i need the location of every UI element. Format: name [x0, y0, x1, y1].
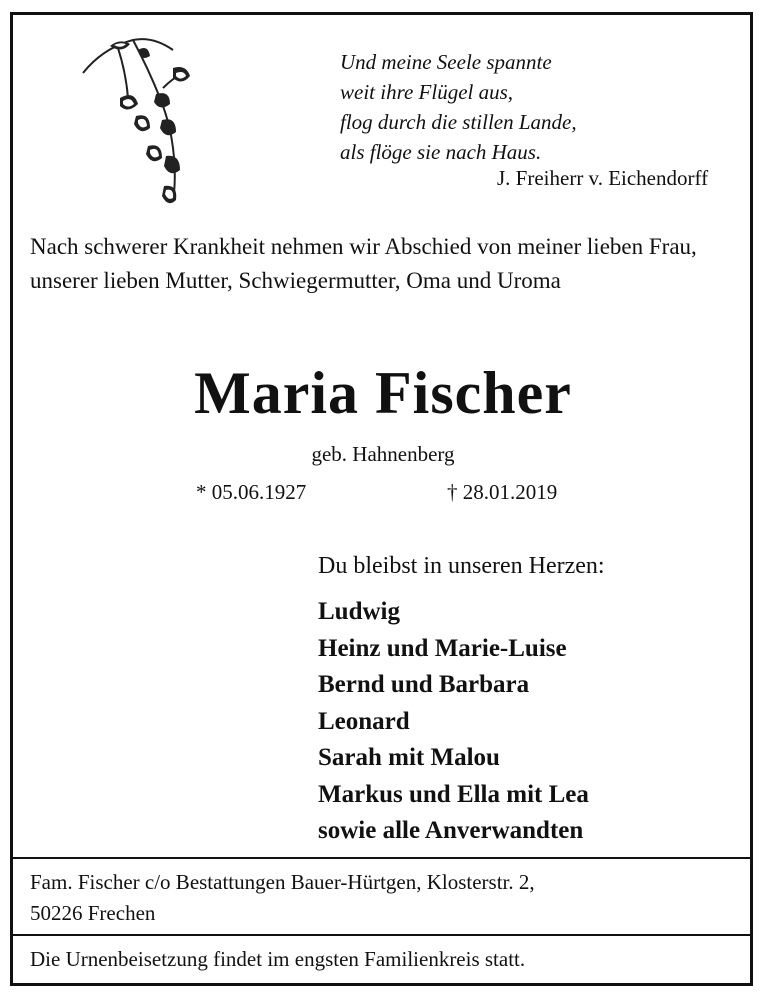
mourners-heading: Du bleibst in unseren Herzen: — [318, 553, 605, 579]
mourner-name: Sarah mit Malou — [318, 744, 500, 771]
mourner-name: Heinz und Marie-Luise — [318, 634, 567, 662]
mourners-list — [318, 594, 589, 850]
poem-line: weit ihre Flügel aus, — [340, 80, 514, 104]
divider — [13, 857, 751, 859]
poem-line: Und meine Seele spannte — [340, 50, 552, 74]
intro-text: Nach schwerer Krankheit nehmen wir Abschied von meiner lieben Frau, unserer lieben Mutter, Schwiegermutter, Oma und Uroma — [30, 234, 697, 293]
mourner-name: Markus und Ella mit Lea — [318, 780, 589, 808]
poem-author: J. Freiherr v. Eichendorff — [497, 166, 709, 190]
contact-address — [30, 867, 535, 929]
address-line: Fam. Fischer c/o Bestattungen Bauer-Hürtgen, Klosterstr. 2, — [30, 870, 535, 894]
mourner-name: Ludwig — [318, 598, 400, 625]
birth-date: * 05.06.1927 — [196, 480, 307, 504]
divider — [13, 934, 751, 936]
deceased-name: Maria Fischer — [194, 360, 572, 426]
poem — [340, 47, 577, 167]
mourner-name: Leonard — [318, 707, 410, 735]
burial-note: Die Urnenbeisetzung findet im engsten Familienkreis statt. — [30, 947, 526, 971]
mourner-name: sowie alle Anverwandten — [318, 817, 584, 844]
mourner-name: Bernd und Barbara — [318, 671, 530, 698]
death-date: † 28.01.2019 — [447, 480, 558, 504]
poem-line: flog durch die stillen Lande, — [340, 110, 577, 134]
birth-name: geb. Hahnenberg — [311, 442, 455, 466]
poem-line: als flöge sie nach Haus. — [340, 140, 542, 164]
address-line: 50226 Frechen — [30, 901, 156, 925]
leafy-branch-icon — [78, 28, 208, 213]
